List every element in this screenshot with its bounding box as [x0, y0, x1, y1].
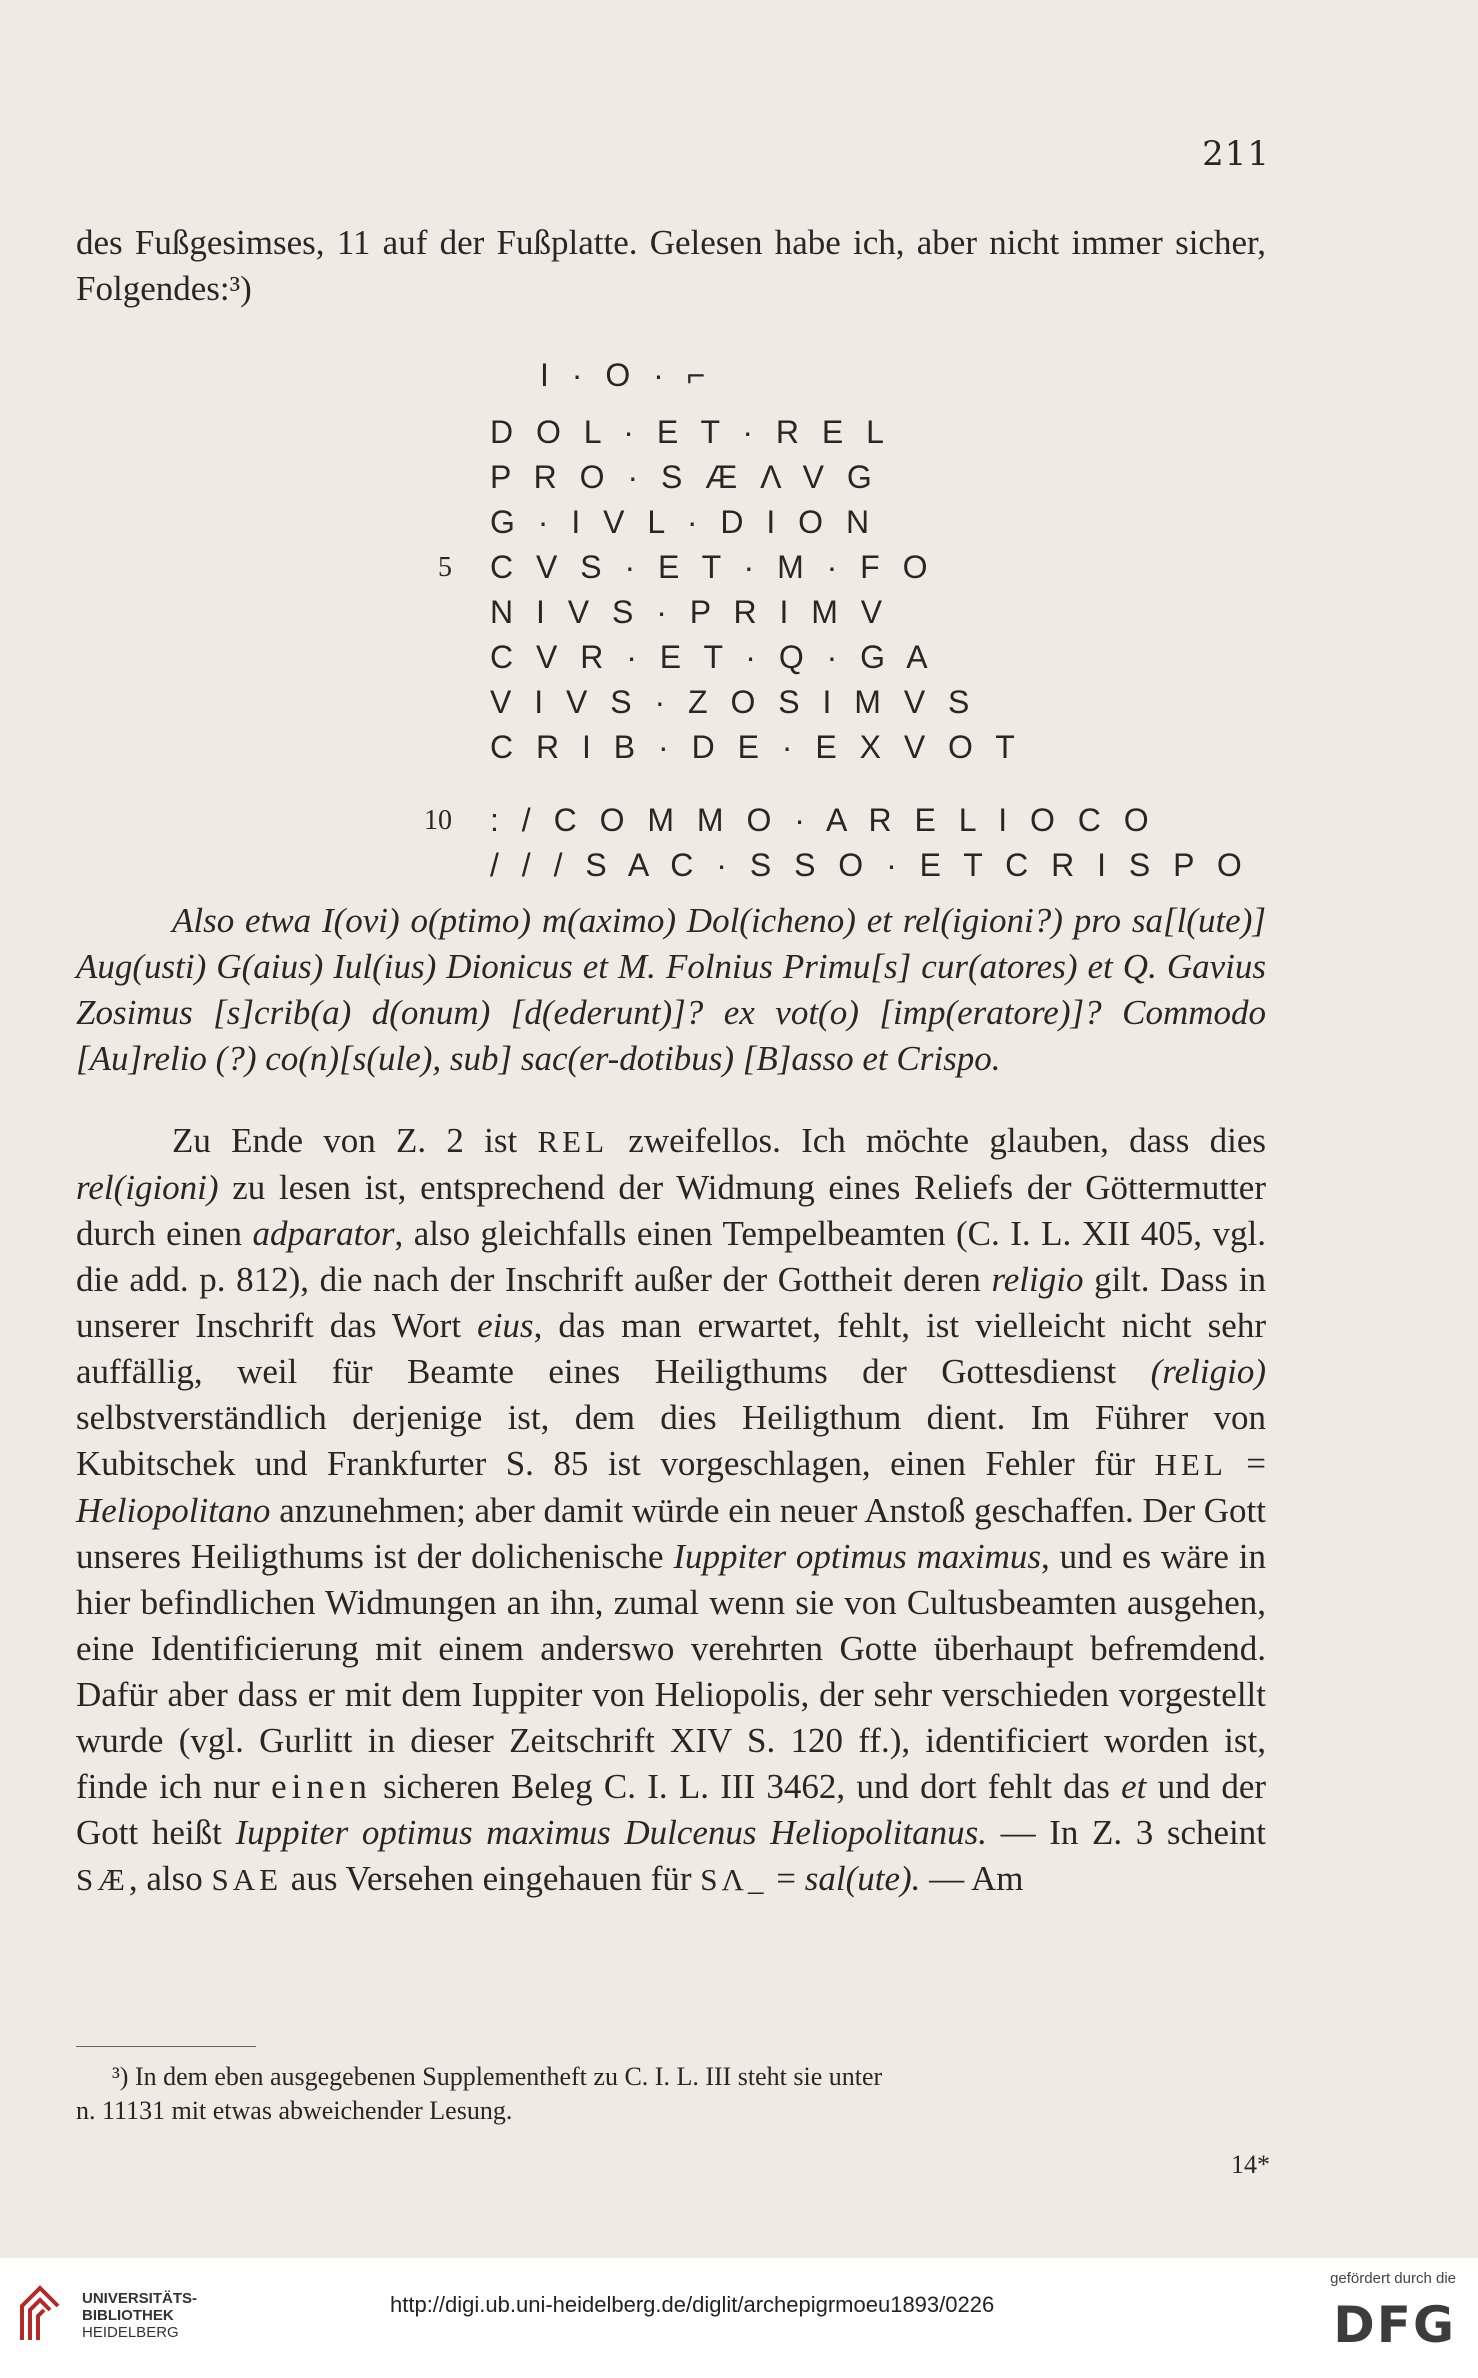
latin-term: eius — [477, 1306, 534, 1345]
university-name-line: UNIVERSITÄTS- — [82, 2290, 198, 2307]
intro-paragraph — [76, 220, 1266, 312]
latin-term: sal(ute). — [804, 1859, 921, 1898]
footnote-divider — [76, 2046, 256, 2047]
signature-mark: 14* — [1231, 2150, 1270, 2179]
line-text: : / C O M M O · A R E L I O C O — [490, 802, 1156, 838]
inscription-term: SAE — [211, 1862, 283, 1897]
university-name — [82, 2290, 282, 2341]
text-run: sicheren Beleg C. I. L. III 3462, und dort fehlt das — [383, 1767, 1110, 1806]
text-run: aus Versehen eingehauen für — [290, 1859, 692, 1898]
text-run: , und es wäre in hier befindlichen Widmungen an ihn, zumal wenn sie von Cultusbeamten ausgehen, eine Identificierung mit einem anderswo verehrten Gotte überhaupt befremdend. Dafür aber dass er mit dem Iuppiter von Heliopolis, der sehr verschieden vorgestellt wurde (vgl. Gurlitt in dieser Zeitschrift XIV S. 120 ff.), identificiert worden ist, finde ich nur — [76, 1537, 1266, 1806]
inscription-line — [416, 590, 1056, 635]
discussion-paragraph — [76, 1118, 1266, 1903]
transcription-paragraph — [76, 898, 1266, 1082]
text-run: = — [776, 1859, 796, 1898]
text-run: Zu Ende von Z. 2 ist — [172, 1121, 518, 1160]
inscription-line — [416, 725, 1056, 770]
text-run: , das man erwartet, fehlt, ist vielleicht nicht sehr auffällig, weil für Beamte eines Heiligthums der Gottesdienst — [76, 1306, 1266, 1391]
line-text: V I V S · Z O S I M V S — [490, 684, 977, 720]
inscription-term: SÆ — [76, 1862, 129, 1897]
line-text: C R I B · D E · E X V O T — [490, 729, 1022, 765]
discussion-text — [76, 1118, 1266, 1903]
page-number: 211 — [1202, 134, 1270, 174]
intro-text: des Fußgesimses, 11 auf der Fußplatte. Gelesen habe ich, aber nicht immer sicher, Folgendes:³) — [76, 223, 1266, 308]
text-run: selbstverständlich derjenige ist, dem dies Heiligthum dient. Im Führer von Kubitschek und Frankfurter S. 85 ist vorgeschlagen, einen Fehler für — [76, 1398, 1266, 1483]
dfg-logo: DFG — [1333, 2296, 1456, 2354]
university-name-line: HEIDELBERG — [82, 2324, 179, 2341]
text-run: — In Z. 3 scheint — [1000, 1813, 1266, 1852]
inscription-term: REL — [537, 1124, 609, 1159]
inscription-line — [416, 798, 1156, 843]
inscription-block — [416, 340, 1249, 888]
inscription-head: I · O · ⌐ — [540, 357, 713, 393]
inscription-term: SΛ_ — [700, 1862, 768, 1897]
latin-term: rel(igioni) — [76, 1168, 219, 1207]
text-run: und der Gott heißt — [76, 1767, 1267, 1852]
transcription-italic: Also etwa I(ovi) o(ptimo) m(aximo) Dol(icheno) et rel(igioni?) pro sa[l(ute)] Aug(usti) G(aius) Iul(ius) Dionicus et M. Folnius Primu[s] cur(atores) et Q. Gavius Zosimus [s]crib(a) d(onum) [d(ederunt)]? ex vot(o) [imp(eratore)]? Commodo [Au]relio (?) co(n)[s(ule), sub] sac(er-dotibus) [B]asso et Crispo. — [76, 901, 1266, 1078]
footnote-line: ³) In dem eben ausgegebenen Supplementheft zu C. I. L. III steht sie unter — [112, 2062, 883, 2091]
latin-term: religio — [991, 1260, 1084, 1299]
inscription-line — [416, 500, 1056, 545]
footnote — [76, 2060, 1266, 2128]
line-text: D O L · E T · R E L — [490, 414, 891, 450]
latin-term: Iuppiter optimus maximus — [673, 1537, 1042, 1576]
text-run: , also gleichfalls einen Tempelbeamten (C. I. L. XII 405, vgl. die add. p. 812), die nach der Inschrift außer der Gottheit deren — [76, 1214, 1267, 1299]
university-name-line: BIBLIOTHEK — [82, 2307, 174, 2324]
inscription-term: HEL — [1154, 1447, 1227, 1482]
line-text: G · I V L · D I O N — [490, 504, 877, 540]
footnote-line: n. 11131 mit etwas abweichender Lesung. — [76, 2096, 513, 2125]
inscription-line — [416, 410, 1056, 455]
inscription-line — [416, 455, 1056, 500]
text-run: gilt. Dass in unserer Inschrift das Wort — [76, 1260, 1266, 1345]
line-text: P R O · S Æ Λ V G — [490, 459, 879, 495]
line-text: N I V S · P R I M V — [490, 594, 890, 630]
line-number: 5 — [438, 552, 452, 583]
text-run: zweifellos. Ich möchte glauben, dass dies — [628, 1121, 1267, 1160]
latin-term: (religio) — [1150, 1352, 1266, 1391]
line-text: C V S · E T · M · F O — [490, 549, 935, 585]
emphasis-term: einen — [271, 1767, 372, 1806]
transcription-text — [76, 898, 1266, 1082]
inscription-line — [416, 843, 1249, 888]
line-number: 10 — [424, 805, 452, 836]
inscription-line — [416, 680, 1056, 725]
latin-term: et — [1121, 1767, 1147, 1806]
text-run: = — [1246, 1444, 1266, 1483]
text-run: zu lesen ist, entsprechend der Widmung eines Reliefs der Göttermutter durch einen — [76, 1168, 1266, 1253]
line-text: C V R · E T · Q · G A — [490, 639, 935, 675]
text-run: anzunehmen; aber damit würde ein neuer Anstoß geschaffen. Der Gott unseres Heiligthums ist der dolichenische — [76, 1491, 1267, 1576]
line-text: / / / S A C · S S O · E T C R I S P O — [490, 847, 1249, 883]
latin-term: adparator — [252, 1214, 395, 1253]
text-run: — Am — [929, 1859, 1024, 1898]
latin-term: Iuppiter optimus maximus Dulcenus Heliopolitanus. — [235, 1813, 987, 1852]
university-logo-icon — [16, 2280, 64, 2346]
text-run: , also — [128, 1859, 203, 1898]
inscription-line — [416, 635, 1056, 680]
inscription-line — [416, 545, 1056, 590]
funding-note: gefördert durch die — [1330, 2270, 1456, 2287]
source-url[interactable]: http://digi.ub.uni-heidelberg.de/diglit/archepigrmoeu1893/0226 — [390, 2292, 995, 2317]
latin-term: Heliopolitano — [76, 1491, 271, 1530]
